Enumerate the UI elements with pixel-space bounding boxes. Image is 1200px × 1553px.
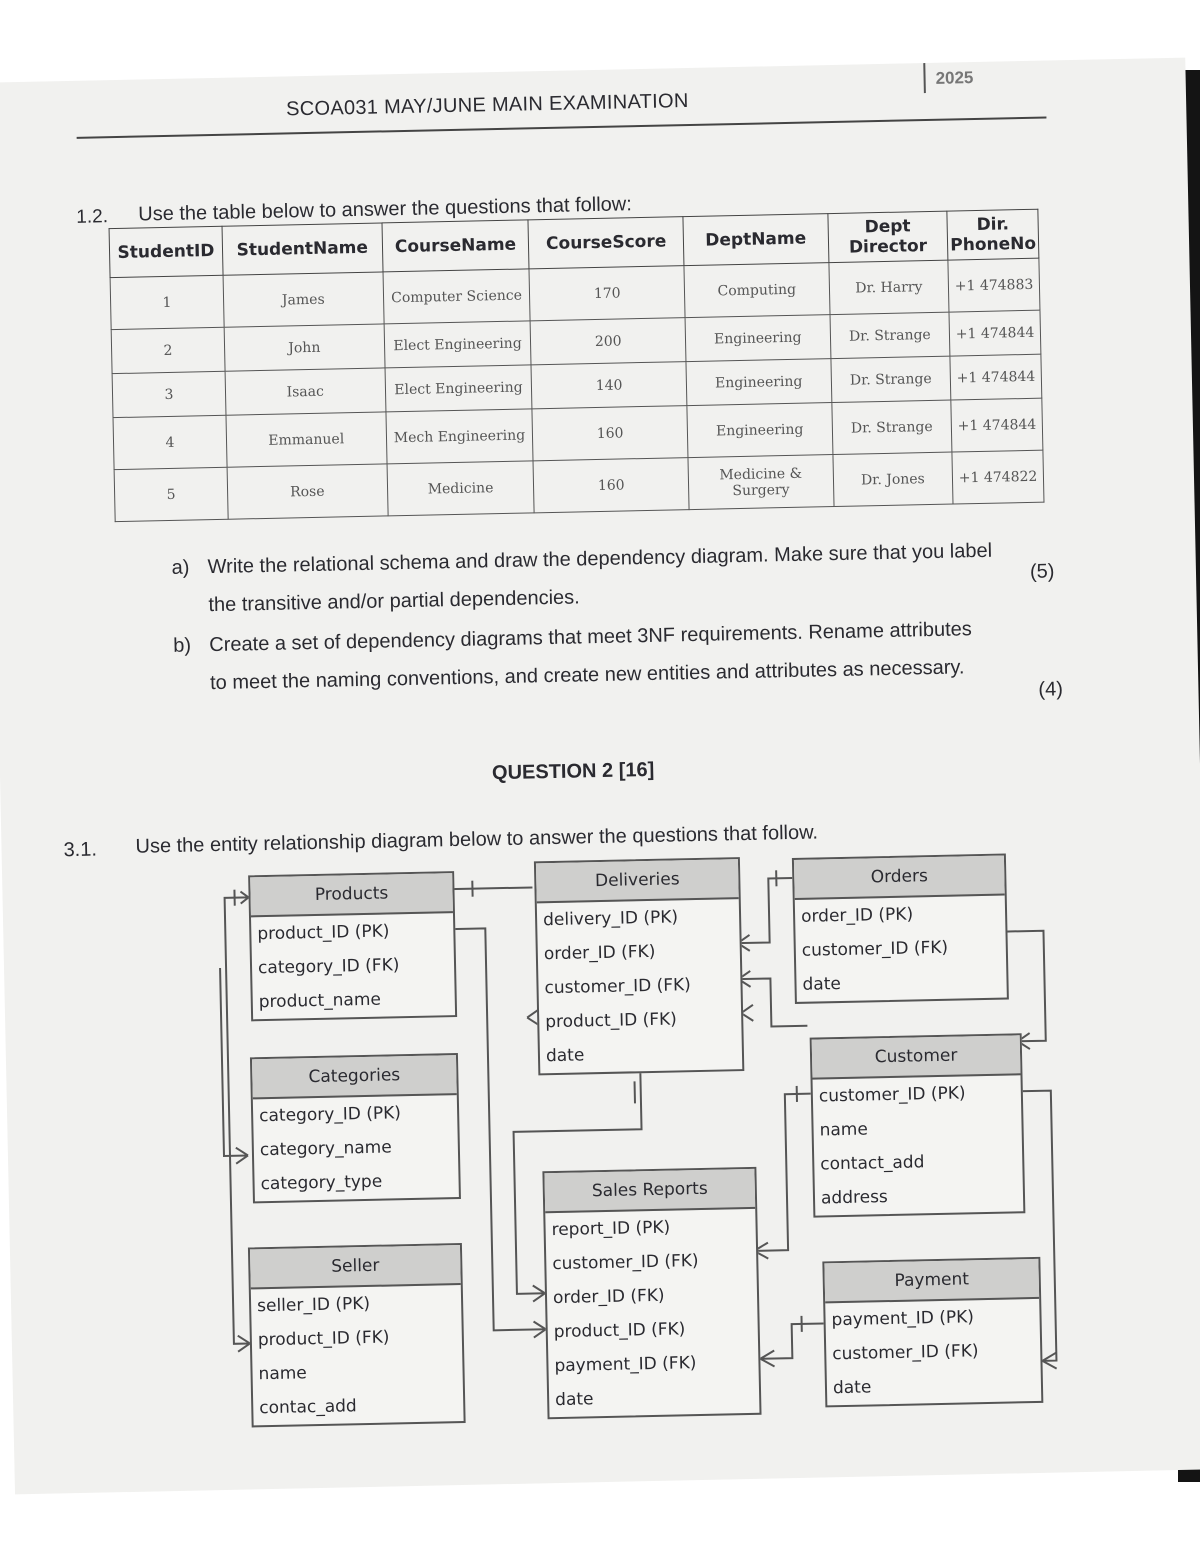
entity-field: product_ID (FK) [257, 1327, 390, 1351]
part-b-line-1: Create a set of dependency diagrams that meet 3NF requirements. Rename attributes [209, 618, 972, 657]
table-cell: Rose [227, 464, 388, 519]
table-cell: Engineering [687, 403, 833, 458]
part-b-label: b) [173, 634, 192, 657]
entity-field: contac_add [259, 1396, 357, 1419]
column-header: StudentID [109, 226, 223, 277]
table-cell: Dr. Strange [830, 312, 951, 358]
entity-field: product_ID (FK) [553, 1319, 686, 1343]
column-header: Dept Director [827, 211, 948, 262]
entity-field: customer_ID (FK) [544, 975, 692, 999]
column-header: CourseName [382, 220, 530, 272]
exam-page [0, 58, 1200, 1495]
table-cell: 140 [531, 362, 687, 409]
part-b-marks: (4) [1038, 678, 1064, 701]
exam-year: 2025 [935, 68, 974, 88]
table-cell: Engineering [686, 359, 831, 406]
part-a-line-2: the transitive and/or partial dependencies. [208, 586, 580, 617]
column-header: StudentName [222, 223, 383, 275]
entity-field: customer_ID (FK) [801, 937, 949, 961]
entity-title: Products [250, 873, 453, 917]
question-number-3-1: 3.1. [63, 838, 98, 862]
table-cell: 4 [113, 415, 227, 469]
table-cell: 5 [114, 467, 228, 521]
table-cell: 160 [532, 406, 688, 461]
table-cell: Medicine [387, 461, 535, 516]
entity-field: product_name [258, 989, 382, 1013]
entity-title: Categories [252, 1055, 457, 1099]
table-cell: 3 [112, 371, 226, 417]
table-cell: 1 [110, 275, 224, 329]
entity-field: name [258, 1363, 307, 1385]
question-1-2-prompt: Use the table below to answer the questions that follow: [138, 193, 633, 226]
entity-field: date [554, 1389, 594, 1411]
entity-sales-reports [542, 1167, 761, 1419]
entity-field: date [832, 1377, 872, 1399]
entity-title: Seller [250, 1245, 461, 1289]
column-header: DeptName [683, 214, 829, 266]
entity-field: date [545, 1045, 585, 1067]
entity-field: report_ID (PK) [551, 1217, 671, 1241]
entity-field: category_ID (PK) [258, 1103, 402, 1127]
entity-field: category_name [259, 1137, 392, 1161]
table-cell: Isaac [225, 368, 386, 415]
table-cell: Computer Science [383, 269, 531, 324]
entity-categories [250, 1053, 461, 1203]
question-3-1-prompt: Use the entity relationship diagram below to answer the questions that follow. [135, 821, 819, 858]
table-cell: James [223, 272, 384, 327]
entity-customer [810, 1033, 1026, 1217]
table-cell: Dr. Strange [831, 400, 952, 454]
entity-orders [792, 854, 1009, 1004]
entity-field: payment_ID (FK) [554, 1353, 697, 1377]
question-2-title: QUESTION 2 [16] [491, 758, 655, 785]
entity-title: Payment [824, 1259, 1039, 1303]
entity-field: seller_ID (PK) [256, 1293, 371, 1317]
entity-field: customer_ID (FK) [832, 1341, 979, 1365]
entity-field: category_ID (FK) [257, 955, 400, 979]
entity-field: category_type [260, 1171, 383, 1195]
exam-title: SCOA031 MAY/JUNE MAIN EXAMINATION [285, 90, 689, 121]
column-header: CourseScore [528, 217, 684, 269]
table-cell: 200 [530, 318, 686, 365]
table-cell: Computing [684, 263, 830, 318]
table-cell: Mech Engineering [386, 409, 534, 464]
table-cell: +1 474883 [948, 258, 1040, 312]
entity-field: delivery_ID (PK) [542, 907, 679, 931]
entity-field: date [802, 974, 842, 995]
entity-title: Sales Reports [544, 1169, 755, 1213]
entity-field: customer_ID (PK) [818, 1083, 966, 1107]
entity-title: Deliveries [536, 859, 739, 903]
entity-field: payment_ID (PK) [831, 1307, 975, 1331]
question-number-1-2: 1.2. [76, 206, 109, 228]
entity-field: contact_add [820, 1152, 925, 1175]
table-cell: +1 474822 [952, 450, 1044, 504]
table-cell: +1 474844 [949, 310, 1041, 356]
table-cell: +1 474844 [951, 398, 1043, 452]
entity-field: order_ID (FK) [543, 941, 656, 965]
table-cell: Dr. Jones [833, 452, 954, 506]
entity-payment [822, 1257, 1043, 1408]
entity-field: address [820, 1187, 889, 1209]
table-cell: Elect Engineering [384, 321, 532, 368]
table-cell: 2 [111, 327, 225, 373]
table-cell: Emmanuel [226, 412, 387, 467]
entity-field: name [819, 1119, 869, 1141]
column-header: Dir. PhoneNo [947, 209, 1039, 260]
entity-deliveries [534, 857, 744, 1075]
entity-field: order_ID (FK) [552, 1285, 665, 1309]
entity-products [248, 871, 457, 1021]
table-cell: Dr. Harry [829, 260, 950, 314]
entity-title: Orders [794, 856, 1005, 900]
part-a-marks: (5) [1029, 560, 1055, 583]
table-cell: John [224, 324, 385, 371]
table-cell: Medicine & Surgery [688, 455, 834, 510]
table-cell: +1 474844 [950, 354, 1042, 400]
table-cell: Engineering [685, 315, 830, 362]
table-cell: 160 [533, 458, 689, 513]
part-b-line-2: to meet the naming conventions, and create new entities and attributes as necessary. [209, 656, 965, 695]
entity-field: order_ID (PK) [800, 904, 914, 927]
table-cell: Dr. Strange [831, 356, 952, 402]
table-cell: Elect Engineering [385, 365, 533, 412]
part-a-line-1: Write the relational schema and draw the dependency diagram. Make sure that you label [207, 539, 993, 579]
entity-seller [248, 1243, 466, 1427]
table-cell: 170 [529, 266, 685, 321]
entity-field: product_ID (PK) [257, 921, 390, 945]
part-a-label: a) [171, 556, 190, 579]
entity-field: customer_ID (FK) [552, 1251, 699, 1275]
entity-title: Customer [812, 1035, 1021, 1079]
entity-field: product_ID (FK) [545, 1009, 678, 1033]
